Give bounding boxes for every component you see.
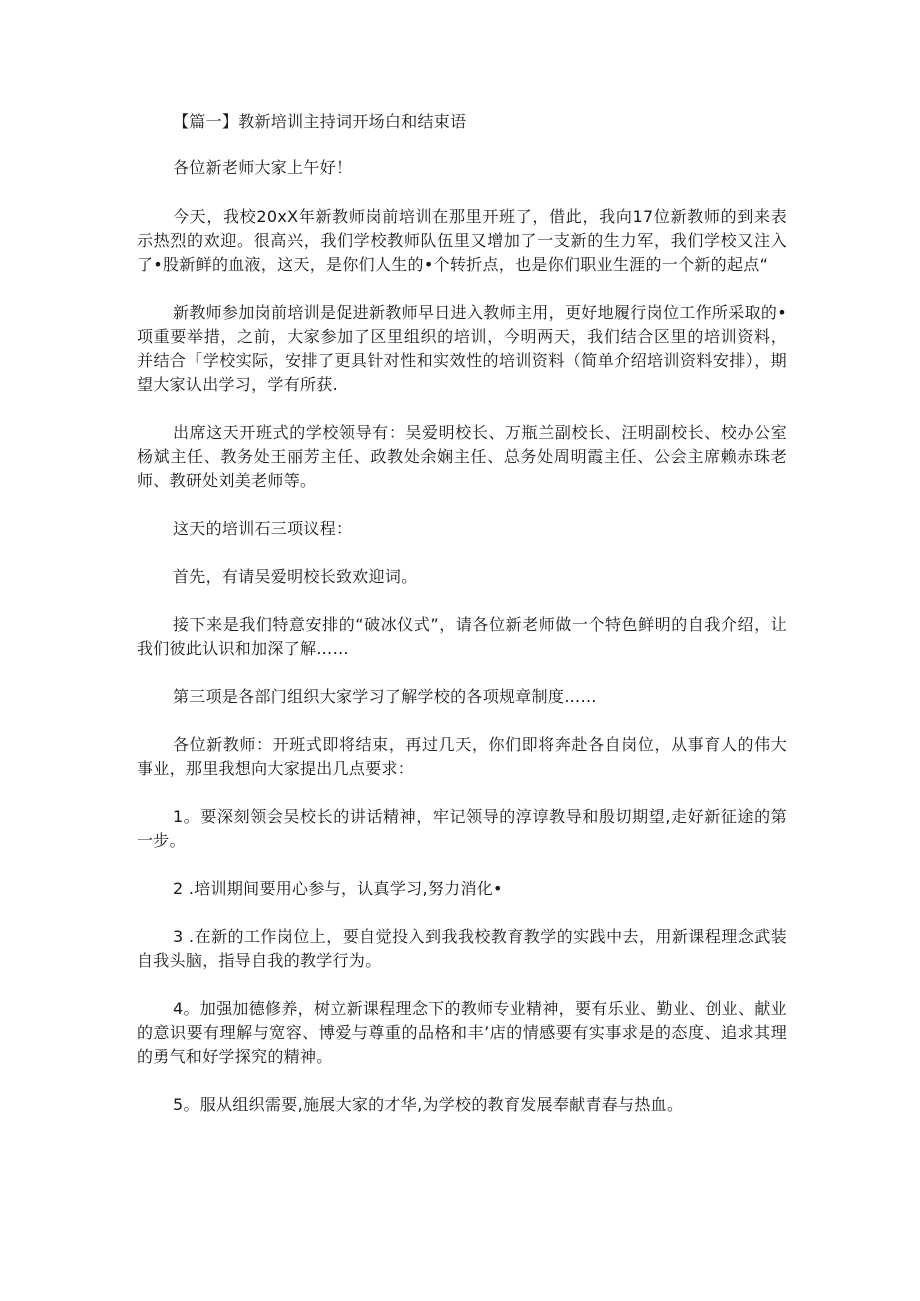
paragraph-agenda-intro: 这天的培训石三项议程： [173, 519, 353, 538]
paragraph-greeting: 各位新老师大家上午好！ [173, 158, 353, 177]
list-item-requirement-1: 1。要深刻领会吴校长的讲话精神，牢记领导的淳谆教导和殷切期望,走好新征途的第一步。 [137, 807, 787, 850]
document-title: 【篇一】教新培训主持词开场白和结束语 [173, 112, 467, 131]
paragraph-closing-intro: 各位新教师：开班式即将结束，再过几天，你们即将奔赴各自岗位，从事育人的伟大事业，那里我想向大家提出几点要求： [137, 735, 787, 778]
paragraph-attending-leaders: 出席这天开班式的学校领导有：吴爱明校长、万瓶兰副校长、汪明副校长、校办公室杨斌主任、教务处王丽芳主任、政教处余娴主任、总务处周明霞主任、公会主席赖赤珠老师、教研处刘美老师等。 [137, 423, 787, 490]
paragraph-welcome: 今天，我校20xX年新教师岗前培训在那里开班了，借此，我向17位新教师的到来表示热烈的欢迎。很高兴，我们学校教师队伍里又增加了一支新的生力军，我们学校又注入了•股新鲜的血液，这天，是你们人生的•个转折点，也是你们职业生涯的一个新的起点“ [137, 207, 787, 274]
list-item-requirement-4: 4。加强加德修养，树立新课程理念下的教师专业精神，要有乐业、勤业、创业、献业的意识要有理解与宽容、博爱与尊重的品格和丰’店的情感要有实事求是的态度、追求其理的勇气和好学探究的精神。 [137, 999, 787, 1066]
list-item-requirement-5: 5。服从组织需要,施展大家的才华,为学校的教育发展奉献青春与热血。 [173, 1095, 684, 1114]
paragraph-agenda-item-2: 接下来是我们特意安排的“破冰仪式”，请各位新老师做一个特色鲜明的自我介绍，让我们彼此认识和加深了解…… [137, 615, 787, 658]
paragraph-agenda-item-3: 第三项是各部门组织大家学习了解学校的各项规章制度…… [173, 687, 597, 706]
list-item-requirement-2: 2 .培训期间要用心参与，认真学习,努力消化• [173, 879, 503, 898]
paragraph-training-purpose: 新教师参加岗前培训是促进新教师早日进入教师主用，更好地履行岗位工作所采取的•项重要举措，之前，大家参加了区里组织的培训，今明两天，我们结合区里的培训资料，并结合「学校实际，安排了更具针对性和实效性的培训资料（简单介绍培训资料安排），期望大家认出学习，学有所获. [137, 303, 787, 394]
document-body [137, 110, 787, 1141]
paragraph-agenda-item-1: 首先，有请吴爱明校长致欢迎词。 [173, 567, 418, 586]
list-item-requirement-3: 3 .在新的工作岗位上，要自觉投入到我我校教育教学的实践中去，用新课程理念武装自我头脑，指导自我的教学行为。 [137, 927, 787, 970]
